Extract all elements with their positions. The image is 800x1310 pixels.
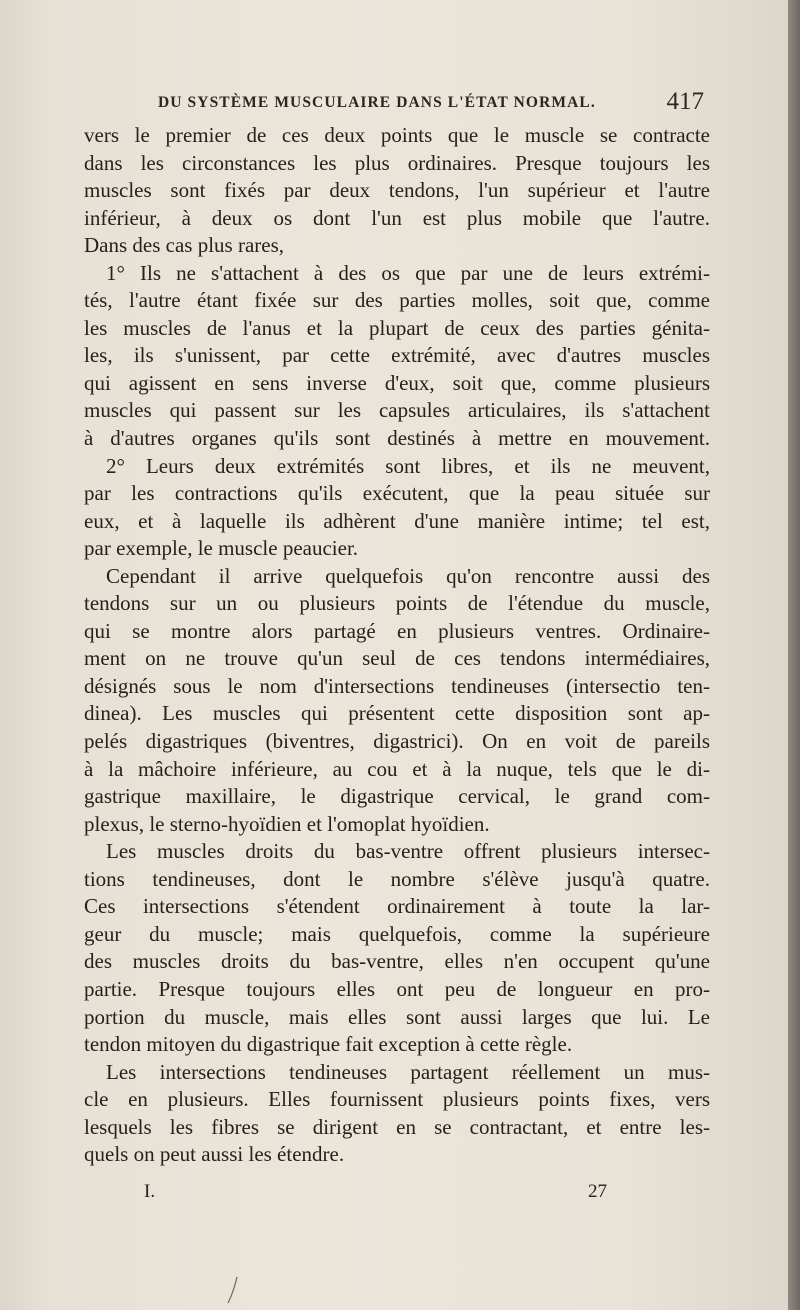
signature-mark: I. (144, 1181, 156, 1202)
text-line: partie. Presque toujours elles ont peu de longueur en pro- (84, 976, 710, 1001)
text-line: dans les circonstances les plus ordinaires. Presque toujours les (84, 150, 710, 175)
text-line: qui se montre alors partagé en plusieurs ventres. Ordinaire- (84, 618, 710, 643)
text-line: pelés digastriques (biventres, digastrici). On en voit de pareils (84, 729, 710, 754)
page-number: 417 (666, 88, 704, 115)
text-line: qui agissent en sens inverse d'eux, soit que, comme plusieurs (84, 370, 710, 395)
text-line: inférieur, à deux os dont l'un est plus mobile que l'autre. (84, 205, 710, 230)
text-line: ment on ne trouve qu'un seul de ces tendons intermédiaires, (84, 646, 710, 671)
text-line: Les muscles droits du bas-ventre offrent plusieurs intersec- (106, 839, 710, 864)
text-line: Cependant il arrive quelquefois qu'on rencontre aussi des (106, 563, 710, 588)
text-line: geur du muscle; mais quelquefois, comme la supérieure (84, 921, 710, 946)
text-line: muscles qui passent sur les capsules articulaires, ils s'attachent (84, 398, 710, 423)
text-line: à d'autres organes qu'ils sont destinés à mettre en mouvement. (84, 426, 710, 451)
pencil-mark-icon (225, 1275, 241, 1305)
text-line: 2° Leurs deux extrémités sont libres, et ils ne meuvent, (106, 453, 710, 478)
text-line: cle en plusieurs. Elles fournissent plusieurs points fixes, vers (84, 1087, 710, 1112)
text-line: muscles sont fixés par deux tendons, l'un supérieur et l'autre (84, 178, 710, 203)
text-line: à la mâchoire inférieure, au cou et à la nuque, tels que le di- (84, 756, 710, 781)
text-line: tendons sur un ou plusieurs points de l'étendue du muscle, (84, 591, 710, 616)
text-line: les muscles de l'anus et la plupart de ceux des parties génita- (84, 315, 710, 340)
text-line: les, ils s'unissent, par cette extrémité, avec d'autres muscles (84, 343, 710, 368)
text-line: tions tendineuses, dont le nombre s'élève jusqu'à quatre. (84, 866, 710, 891)
text-line: par exemple, le muscle peaucier. (84, 536, 359, 561)
text-line: Ces intersections s'étendent ordinairement à toute la lar- (84, 894, 710, 919)
sheet-number: 27 (588, 1181, 607, 1202)
page-footer (84, 1181, 710, 1209)
running-head (80, 88, 710, 118)
text-line: Dans des cas plus rares, (84, 233, 285, 258)
text-line: gastrique maxillaire, le digastrique cervical, le grand com- (84, 784, 710, 809)
running-title: DU SYSTÈME MUSCULAIRE DANS L'ÉTAT NORMAL. (158, 94, 596, 111)
text-line: plexus, le sterno-hyoïdien et l'omoplat hyoïdien. (84, 811, 490, 836)
text-line: tés, l'autre étant fixée sur des parties molles, soit que, comme (84, 288, 710, 313)
text-line: vers le premier de ces deux points que le muscle se contracte (84, 123, 710, 147)
body-text (84, 122, 710, 1169)
page-edge (788, 0, 800, 1310)
text-line: par les contractions qu'ils exécutent, que la peau située sur (84, 481, 710, 506)
text-line: tendon mitoyen du digastrique fait exception à cette règle. (84, 1032, 573, 1057)
text-line: lesquels les fibres se dirigent en se contractant, et entre les- (84, 1114, 710, 1139)
text-line: quels on peut aussi les étendre. (84, 1142, 345, 1167)
text-line: 1° Ils ne s'attachent à des os que par une de leurs extrémi- (106, 260, 710, 285)
text-line: désignés sous le nom d'intersections tendineuses (intersectio ten- (84, 673, 710, 698)
text-line: des muscles droits du bas-ventre, elles n'en occupent qu'une (84, 949, 710, 974)
text-line: portion du muscle, mais elles sont aussi larges que lui. Le (84, 1004, 710, 1029)
text-line: eux, et à laquelle ils adhèrent d'une manière intime; tel est, (84, 508, 710, 533)
text-line: Les intersections tendineuses partagent réellement un mus- (106, 1059, 710, 1084)
text-line: dinea). Les muscles qui présentent cette disposition sont ap- (84, 701, 710, 726)
